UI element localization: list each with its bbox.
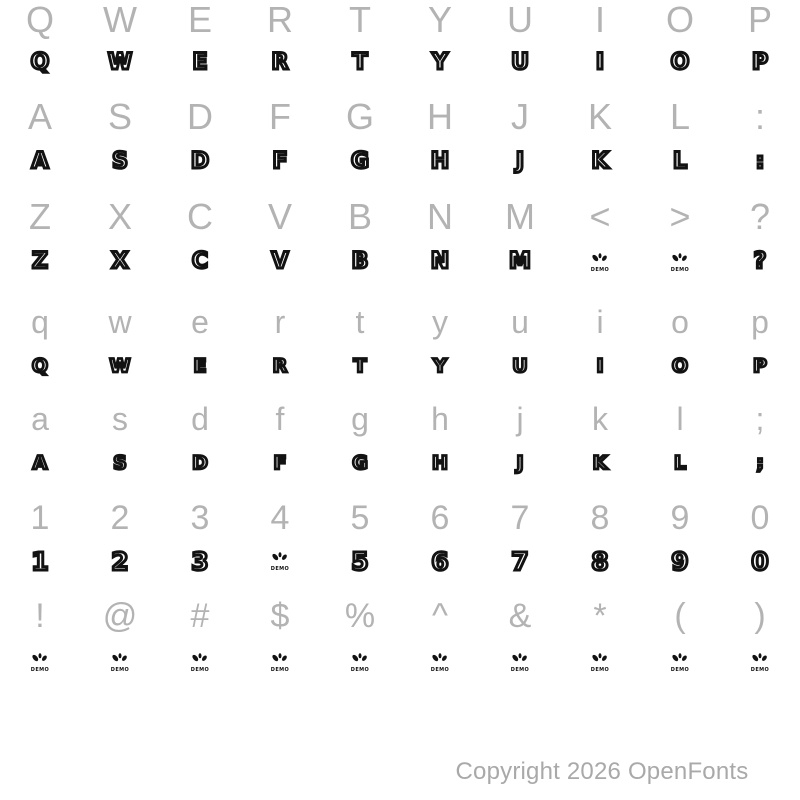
demo-glyph: R xyxy=(271,50,289,75)
demo-glyph: D xyxy=(190,149,210,174)
reference-glyph: 4 xyxy=(270,499,290,537)
reference-glyph: 9 xyxy=(670,499,690,537)
reference-glyph: V xyxy=(267,196,292,237)
reference-glyph: B xyxy=(347,196,372,237)
demo-glyph: T xyxy=(352,50,368,75)
reference-glyph: l xyxy=(676,401,684,437)
demo-glyph: D xyxy=(192,451,208,474)
demo-glyph: W xyxy=(107,50,133,75)
demo-glyph: N xyxy=(430,249,450,274)
demo-glyph: V xyxy=(271,249,289,274)
demo-mark-label: DEMO xyxy=(270,566,290,572)
demo-glyph: 2 xyxy=(111,546,129,576)
demo-glyph: 3 xyxy=(191,546,209,576)
demo-glyph: J xyxy=(515,149,525,174)
demo-glyph: 8 xyxy=(591,546,609,576)
demo-glyph: E xyxy=(192,50,208,75)
reference-glyph: y xyxy=(432,304,448,340)
demo-glyph: ? xyxy=(753,249,767,274)
reference-glyph: 7 xyxy=(510,499,530,537)
demo-mark-icon xyxy=(109,651,131,673)
demo-mark-label: DEMO xyxy=(510,667,530,673)
demo-mark-cell xyxy=(80,630,160,694)
demo-glyph: H xyxy=(432,451,448,474)
reference-glyph: a xyxy=(31,401,49,437)
reference-glyph: h xyxy=(431,401,449,437)
demo-glyph: W xyxy=(109,354,131,377)
demo-glyph: J xyxy=(516,451,524,474)
demo-glyph: O xyxy=(671,354,689,377)
demo-glyph: G xyxy=(352,451,368,474)
demo-mark-label: DEMO xyxy=(430,667,450,673)
reference-glyph: D xyxy=(187,96,213,137)
demo-glyph: S xyxy=(112,149,128,174)
demo-mark-cell xyxy=(640,230,720,294)
demo-glyph: E xyxy=(193,354,207,377)
reference-glyph: 6 xyxy=(430,499,450,537)
demo-glyph: L xyxy=(673,451,687,474)
demo-glyph: K xyxy=(592,451,608,474)
demo-glyph: I xyxy=(596,354,604,377)
demo-mark-icon xyxy=(589,251,611,273)
demo-glyph: 7 xyxy=(511,546,529,576)
demo-glyph: F xyxy=(272,149,288,174)
demo-glyph: Z xyxy=(32,249,48,274)
demo-mark-label: DEMO xyxy=(750,667,770,673)
reference-glyph: C xyxy=(187,196,213,237)
reference-glyph: f xyxy=(275,401,285,437)
reference-glyph: ( xyxy=(674,597,686,635)
reference-glyph: r xyxy=(274,304,286,340)
reference-glyph: Y xyxy=(427,0,452,40)
demo-mark-icon xyxy=(669,251,691,273)
reference-glyph: j xyxy=(516,401,524,437)
demo-glyph: K xyxy=(591,149,609,174)
reference-glyph: N xyxy=(427,196,453,237)
demo-mark-cell xyxy=(240,630,320,694)
reference-glyph: G xyxy=(345,96,374,137)
demo-glyph: U xyxy=(511,50,529,75)
reference-glyph: ! xyxy=(35,597,45,635)
reference-glyph: W xyxy=(103,0,137,40)
demo-glyph: M xyxy=(509,249,531,274)
copyright-text: Copyright 2026 OpenFonts xyxy=(455,758,749,785)
demo-glyph: I xyxy=(595,50,605,75)
demo-glyph: U xyxy=(512,354,528,377)
demo-glyph: P xyxy=(753,354,767,377)
demo-mark-icon xyxy=(429,651,451,673)
reference-glyph: Z xyxy=(29,196,51,237)
reference-glyph: A xyxy=(27,96,52,137)
reference-glyph: w xyxy=(108,304,132,340)
demo-glyph: 6 xyxy=(431,546,449,576)
demo-mark-cell xyxy=(400,630,480,694)
reference-glyph: ^ xyxy=(432,597,448,635)
reference-glyph: i xyxy=(596,304,604,340)
reference-glyph: K xyxy=(587,96,612,137)
demo-mark-label: DEMO xyxy=(670,267,690,273)
reference-glyph: R xyxy=(267,0,293,40)
demo-row-marks xyxy=(0,630,800,694)
reference-glyph: J xyxy=(511,96,529,137)
reference-glyph: 0 xyxy=(750,499,770,537)
reference-glyph: P xyxy=(747,0,772,40)
reference-glyph: s xyxy=(112,401,128,437)
demo-mark-cell xyxy=(560,630,640,694)
demo-glyph: A xyxy=(31,149,49,174)
demo-mark-label: DEMO xyxy=(190,667,210,673)
demo-glyph: Q xyxy=(30,50,50,75)
reference-glyph: I xyxy=(594,0,605,40)
reference-glyph: # xyxy=(190,597,210,635)
reference-glyph: ; xyxy=(755,401,765,437)
reference-glyph: 1 xyxy=(30,499,50,537)
reference-glyph: d xyxy=(191,401,209,437)
demo-mark-cell xyxy=(320,630,400,694)
demo-mark-icon xyxy=(349,651,371,673)
demo-glyph: Q xyxy=(31,354,49,377)
demo-mark-icon xyxy=(749,651,771,673)
demo-mark-label: DEMO xyxy=(110,667,130,673)
demo-glyph: H xyxy=(430,149,450,174)
demo-glyph: G xyxy=(350,149,370,174)
demo-mark-icon xyxy=(509,651,531,673)
reference-glyph: p xyxy=(751,304,769,340)
reference-glyph: E xyxy=(187,0,212,40)
reference-glyph: S xyxy=(107,96,132,137)
reference-glyph: ? xyxy=(749,196,771,237)
demo-mark-label: DEMO xyxy=(30,667,50,673)
reference-glyph: L xyxy=(669,96,691,137)
reference-glyph: > xyxy=(669,196,691,237)
demo-glyph: : xyxy=(755,149,765,174)
demo-glyph: Y xyxy=(432,50,448,75)
demo-glyph: A xyxy=(32,451,48,474)
demo-glyph: L xyxy=(672,149,688,174)
demo-mark-icon xyxy=(589,651,611,673)
demo-glyph: F xyxy=(273,451,287,474)
reference-glyph: 8 xyxy=(590,499,610,537)
reference-glyph: X xyxy=(107,196,132,237)
demo-glyph: O xyxy=(670,50,690,75)
reference-glyph: T xyxy=(349,0,371,40)
reference-glyph: % xyxy=(344,597,376,635)
demo-mark-cell xyxy=(720,630,800,694)
reference-glyph: k xyxy=(592,401,608,437)
reference-glyph: e xyxy=(191,304,209,340)
reference-glyph: ) xyxy=(754,597,766,635)
reference-glyph: * xyxy=(593,597,607,635)
demo-mark-cell xyxy=(480,630,560,694)
reference-glyph: O xyxy=(665,0,694,40)
reference-glyph: 2 xyxy=(110,499,130,537)
demo-glyph: 5 xyxy=(351,546,369,576)
reference-glyph: g xyxy=(351,401,369,437)
demo-mark-icon xyxy=(669,651,691,673)
demo-mark-cell xyxy=(160,630,240,694)
demo-mark-icon xyxy=(29,651,51,673)
demo-mark-label: DEMO xyxy=(270,667,290,673)
reference-glyph: U xyxy=(507,0,533,40)
demo-glyph: R xyxy=(272,354,288,377)
demo-glyph: 1 xyxy=(31,546,49,576)
reference-glyph: t xyxy=(355,304,365,340)
demo-glyph: X xyxy=(111,249,129,274)
demo-row-zxcvbnm xyxy=(0,230,800,294)
demo-glyph: 9 xyxy=(671,546,689,576)
reference-glyph: o xyxy=(671,304,689,340)
reference-glyph: M xyxy=(505,196,535,237)
demo-mark-label: DEMO xyxy=(670,667,690,673)
reference-glyph: F xyxy=(269,96,291,137)
demo-glyph: T xyxy=(353,354,367,377)
demo-glyph: S xyxy=(113,451,127,474)
demo-glyph: ; xyxy=(756,451,764,474)
reference-glyph: H xyxy=(427,96,453,137)
demo-mark-icon xyxy=(189,651,211,673)
demo-mark-label: DEMO xyxy=(590,267,610,273)
demo-mark-icon xyxy=(269,651,291,673)
reference-glyph: q xyxy=(31,304,49,340)
demo-mark-icon xyxy=(269,550,291,572)
reference-glyph: 3 xyxy=(190,499,210,537)
demo-mark-cell xyxy=(0,630,80,694)
demo-glyph: C xyxy=(191,249,209,274)
demo-glyph: Y xyxy=(433,354,447,377)
demo-mark-label: DEMO xyxy=(590,667,610,673)
demo-glyph: P xyxy=(751,50,769,75)
reference-glyph: u xyxy=(511,304,529,340)
demo-glyph: 0 xyxy=(751,546,769,576)
demo-mark-label: DEMO xyxy=(350,667,370,673)
demo-mark-cell xyxy=(560,230,640,294)
demo-glyph: B xyxy=(351,249,369,274)
reference-glyph: 5 xyxy=(350,499,370,537)
reference-glyph: @ xyxy=(102,597,138,635)
reference-glyph: Q xyxy=(25,0,54,40)
demo-mark-cell xyxy=(640,630,720,694)
reference-glyph: < xyxy=(589,196,611,237)
reference-glyph: : xyxy=(754,96,765,137)
reference-glyph: & xyxy=(508,597,532,635)
reference-glyph: $ xyxy=(270,597,290,635)
